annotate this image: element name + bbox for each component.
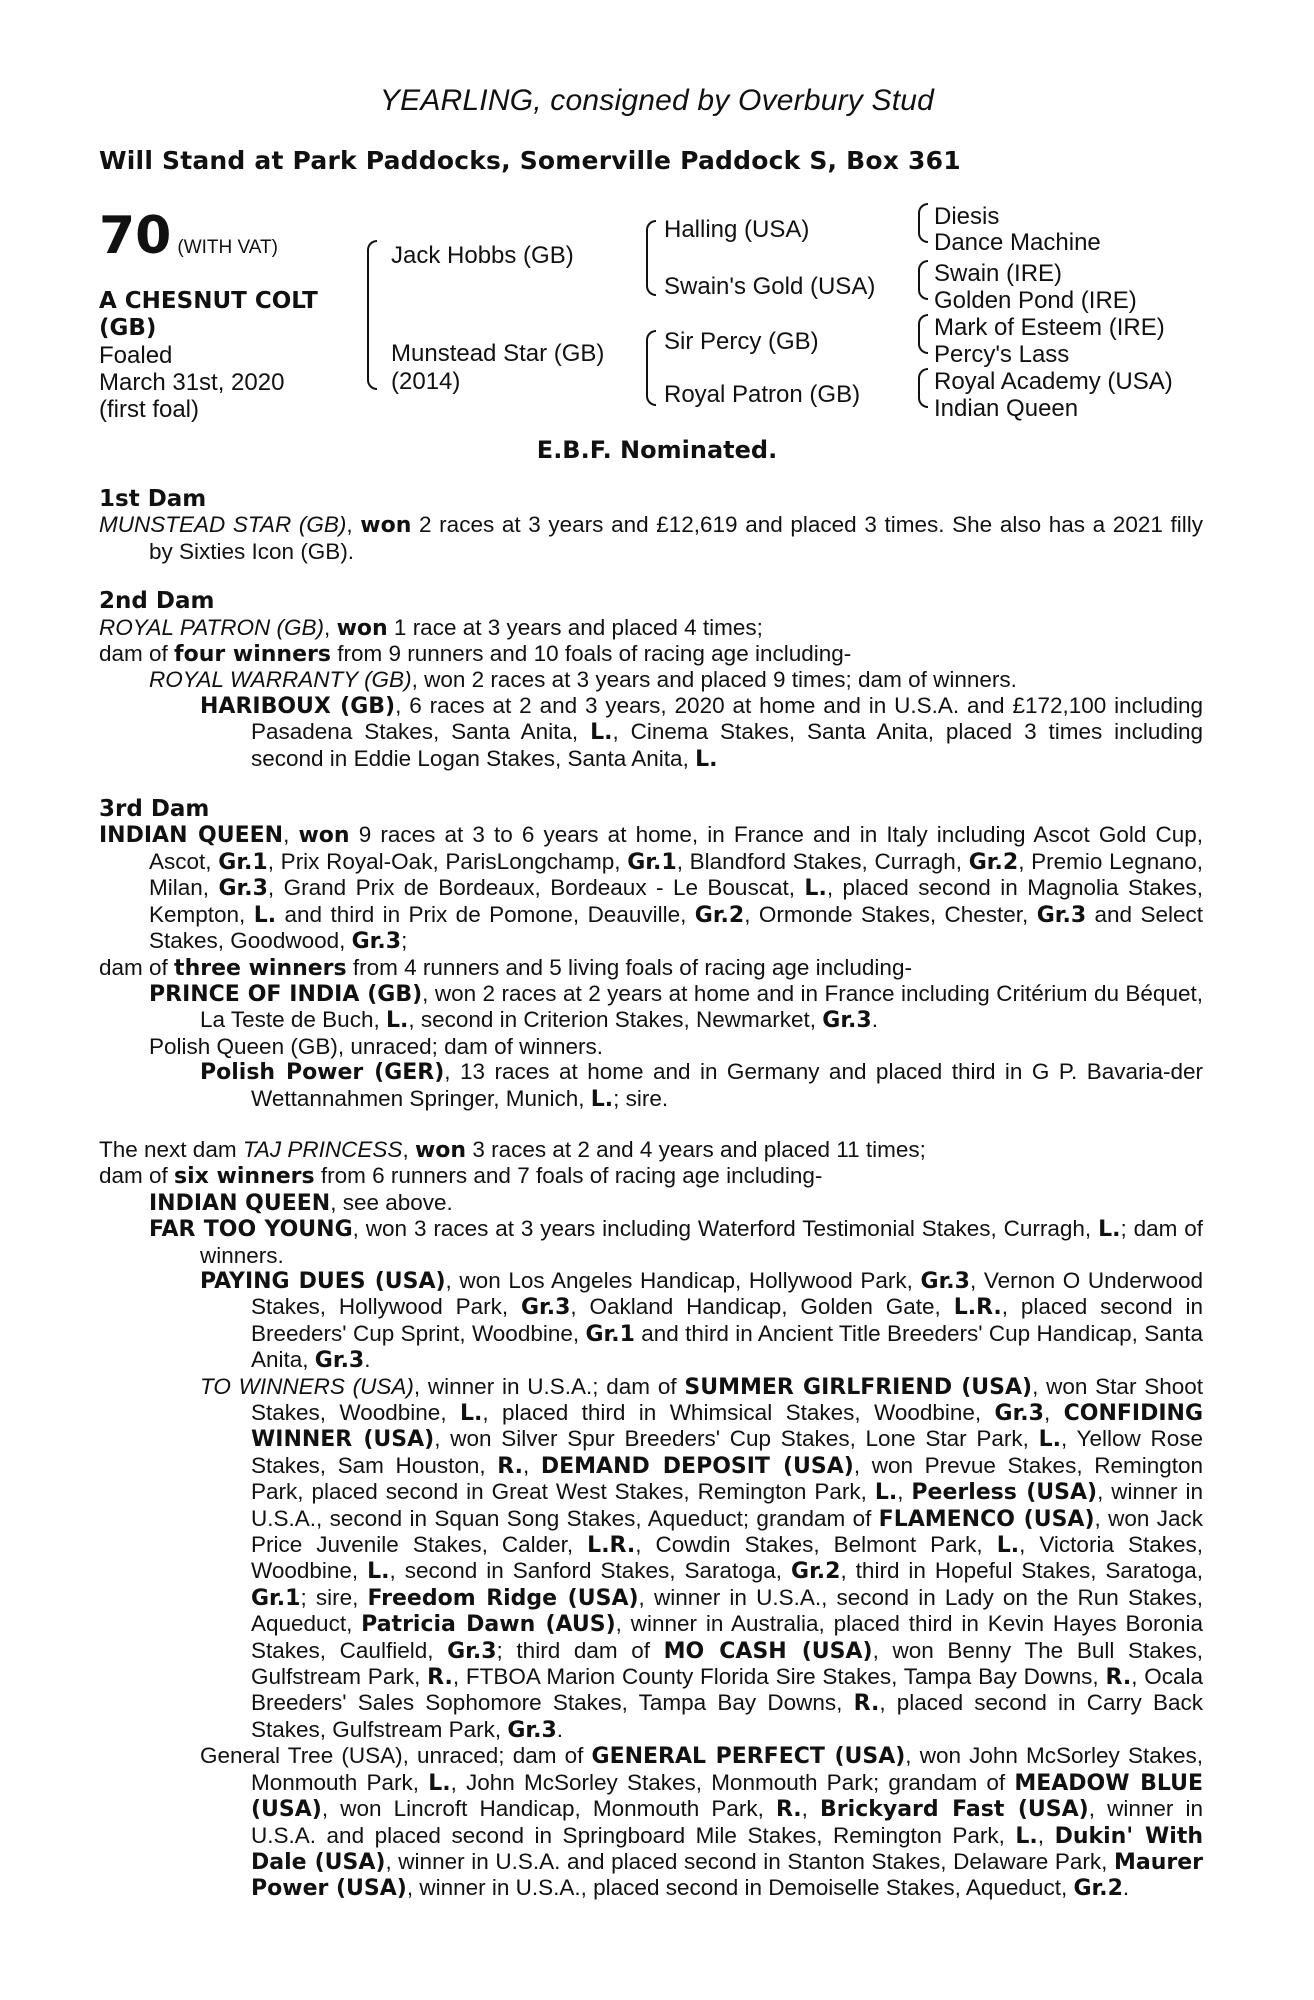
text-run: four winners xyxy=(174,642,331,668)
colt-title-line1: A CHESNUT COLT xyxy=(99,288,318,314)
text-run: L. xyxy=(367,1559,390,1585)
pedigree-dam-dam: Royal Patron (GB) xyxy=(664,381,861,408)
text-run: ; xyxy=(401,928,408,954)
pedigree-brace-g1 xyxy=(918,203,928,243)
second-dam-produce-summary xyxy=(99,641,1203,667)
text-run: Polish Power (GER) xyxy=(200,1060,445,1086)
text-run: , won Star Shoot Stakes, Woodbine, xyxy=(251,1373,1204,1425)
text-run: , second in Criterion Stakes, Newmarket, xyxy=(408,1007,823,1033)
text-run: L. xyxy=(996,1533,1020,1559)
text-run: , 13 races at home and in Germany and placed third in G P. Bavaria-der Wettannahmen Springer, Munich, xyxy=(251,1059,1203,1111)
text-run: dam of xyxy=(99,641,175,667)
pedigree-gg3: Swain (IRE) xyxy=(934,260,1063,287)
text-run: R. xyxy=(775,1797,802,1823)
text-run: Gr.1 xyxy=(251,1585,301,1611)
text-run: , won 2 races at 3 years and placed 9 times; dam of winners. xyxy=(411,667,1017,693)
text-run: , Ocala Breeders' Sales Sophomore Stakes, Tampa Bay Downs, xyxy=(251,1664,1203,1716)
ebf-nomination: E.B.F. Nominated. xyxy=(536,436,778,464)
text-run: . xyxy=(364,1347,371,1373)
text-run: won xyxy=(414,1137,467,1163)
text-run: , xyxy=(522,1452,541,1478)
text-run: , Cowdin Stakes, Belmont Park, xyxy=(635,1532,997,1558)
pedigree-brace-g3 xyxy=(918,314,928,354)
text-run: , placed second in Magnolia Stakes, Kempton, xyxy=(149,875,1203,927)
text-run: L. xyxy=(428,1770,451,1796)
text-run: , won Jack Price Juvenile Stakes, Calder, xyxy=(251,1505,1203,1558)
text-run: , xyxy=(402,1136,415,1162)
dam-name: ROYAL PATRON (GB) xyxy=(99,614,325,640)
text-run: , won Silver Spur Breeders' Cup Stakes, Lone Star Park, xyxy=(434,1426,1039,1452)
text-run: L. xyxy=(695,746,718,772)
text-run: , John McSorley Stakes, Monmouth Park; grandam of xyxy=(450,1769,1015,1795)
text-run: from 4 runners and 5 living foals of racing age including- xyxy=(346,954,912,980)
pedigree-brace-g2 xyxy=(918,260,928,300)
text-run: , Prix Royal-Oak, ParisLongchamp, xyxy=(267,848,628,874)
text-run: L. xyxy=(590,1086,614,1112)
text-run: ; dam of winners. xyxy=(200,1216,1204,1268)
text-run: Gr.2 xyxy=(791,1559,841,1585)
text-run: , winner in U.S.A. and placed second in Stanton Stakes, Delaware Park, xyxy=(385,1848,1114,1874)
text-run: , xyxy=(1043,1400,1064,1425)
text-run: , Victoria Stakes, Woodbine, xyxy=(251,1532,1203,1584)
pedigree-sire-dam: Swain's Gold (USA) xyxy=(664,273,876,300)
text-run: L. xyxy=(1015,1823,1038,1849)
catalogue-body xyxy=(99,487,1203,1902)
text-run: three winners xyxy=(174,955,347,981)
text-run: won xyxy=(298,823,350,849)
text-run: and Select Stakes, Goodwood, xyxy=(149,901,1203,954)
text-run: Gr.3 xyxy=(351,929,402,955)
text-run: Gr.1 xyxy=(585,1321,635,1347)
text-run: L. xyxy=(385,1008,409,1034)
text-run: . xyxy=(871,1007,878,1033)
pedigree-gg5: Mark of Esteem (IRE) xyxy=(934,314,1165,341)
text-run: , xyxy=(1037,1822,1055,1848)
horse-name: ROYAL WARRANTY (GB) xyxy=(149,667,412,693)
text-run: MEADOW BLUE (USA) xyxy=(251,1770,1203,1823)
text-run: MO CASH (USA) xyxy=(663,1638,873,1664)
text-run: , FTBOA Marion County Florida Sire Stakes, Tampa Bay Downs, xyxy=(452,1664,1106,1690)
pedigree-sire: Jack Hobbs (GB) xyxy=(391,242,574,269)
text-run: , second in Sanford Stakes, Saratoga, xyxy=(389,1558,792,1584)
text-run: , winner in U.S.A., placed second in Demoiselle Stakes, Aqueduct, xyxy=(406,1875,1074,1901)
text-run: Gr.1 xyxy=(218,849,268,875)
next-dam-produce-entry xyxy=(99,1374,1203,1744)
text-run: PRINCE OF INDIA (GB) xyxy=(149,981,423,1007)
text-run: Maurer Power (USA) xyxy=(251,1849,1203,1902)
pedigree-gg7: Royal Academy (USA) xyxy=(934,368,1173,395)
pedigree-brace-sire xyxy=(646,220,656,296)
text-run: , xyxy=(346,512,361,538)
second-dam-produce-entry xyxy=(99,667,1203,692)
text-run: FLAMENCO (USA) xyxy=(878,1506,1095,1532)
second-dam-heading: 2nd Dam xyxy=(99,588,215,615)
next-dam-produce-summary xyxy=(99,1163,1203,1189)
text-run: L. xyxy=(1098,1217,1121,1243)
text-run: , xyxy=(897,1479,912,1505)
text-run: L. xyxy=(1038,1427,1061,1453)
text-run: L. xyxy=(874,1480,898,1506)
text-run: Gr.3 xyxy=(920,1268,970,1294)
pedigree-gg6: Percy's Lass xyxy=(934,341,1070,368)
text-run: 9 races at 3 to 6 years at home, in France and in Italy including Ascot Gold Cup, Ascot, xyxy=(149,822,1203,874)
text-run: L. xyxy=(459,1401,483,1426)
text-run: L.R. xyxy=(953,1295,1002,1321)
text-run: , 6 races at 2 and 3 years, 2020 at home and in U.S.A. and £172,100 including Pasadena Stakes, Santa Anita, xyxy=(251,692,1203,745)
page-title: YEARLING, consigned by Overbury Stud xyxy=(379,84,935,117)
text-run: dam of xyxy=(99,954,175,980)
pedigree-brace-g4 xyxy=(918,368,928,408)
text-run: L. xyxy=(804,876,827,902)
colt-description xyxy=(99,288,359,423)
text-run: DEMAND DEPOSIT (USA) xyxy=(540,1453,854,1479)
pedigree-sire-sire: Halling (USA) xyxy=(664,216,810,243)
text-run: , third in Hopeful Stakes, Saratoga, xyxy=(840,1558,1203,1584)
first-dam-heading: 1st Dam xyxy=(99,486,207,512)
third-dam-produce-entry xyxy=(99,1059,1203,1112)
next-dam-produce-entry xyxy=(99,1216,1203,1268)
dam-name: MUNSTEAD STAR (GB) xyxy=(99,512,347,538)
text-run: L.R. xyxy=(587,1533,636,1559)
text-run: , xyxy=(324,614,337,640)
text-run: , Premio Legnano, Milan, xyxy=(149,848,1204,901)
text-run: , Vernon O Underwood Stakes, Hollywood Park, xyxy=(251,1267,1203,1320)
next-dam-produce-entry xyxy=(99,1268,1203,1374)
text-run: Gr.2 xyxy=(694,902,745,928)
text-run: Gr.1 xyxy=(627,849,677,875)
pedigree-dam-sire: Sir Percy (GB) xyxy=(664,328,819,355)
foaled-date: March 31st, 2020 xyxy=(99,369,285,396)
third-dam-produce-entry xyxy=(99,981,1203,1034)
text-run: INDIAN QUEEN xyxy=(99,823,284,849)
text-run: won xyxy=(336,615,388,641)
third-dam-paragraph xyxy=(99,822,1203,954)
text-run: Freedom Ridge (USA) xyxy=(367,1585,639,1611)
text-run: from 9 runners and 10 foals of racing age including- xyxy=(330,641,852,667)
third-dam-produce-entry xyxy=(99,1034,1203,1059)
text-run: , won Lincroft Handicap, Monmouth Park, xyxy=(321,1796,776,1822)
text-run: . xyxy=(1122,1875,1130,1901)
text-run: from 6 runners and 7 foals of racing age including- xyxy=(314,1163,823,1189)
text-run: SUMMER GIRLFRIEND (USA) xyxy=(684,1374,1033,1400)
pedigree-dam: Munstead Star (GB) xyxy=(391,340,605,367)
text-run: , won Benny The Bull Stakes, Gulfstream Park, xyxy=(251,1637,1204,1690)
text-run: TAJ PRINCESS xyxy=(242,1136,403,1162)
pedigree-gg2: Dance Machine xyxy=(934,229,1101,256)
text-run: TO WINNERS (USA) xyxy=(200,1373,414,1399)
second-dam-produce-entry xyxy=(99,693,1203,772)
text-run: , winner in U.S.A. and placed second in Springboard Mile Stakes, Remington Park, xyxy=(251,1796,1203,1848)
text-run: , won Prevue Stakes, Remington Park, placed second in Great West Stakes, Remington Park, xyxy=(251,1452,1204,1505)
text-run: ; sire, xyxy=(300,1584,368,1610)
text-run: R. xyxy=(427,1665,453,1691)
text-run: CONFIDING WINNER (USA) xyxy=(251,1401,1203,1453)
pedigree-dam-year: (2014) xyxy=(391,368,461,395)
pedigree-gg8: Indian Queen xyxy=(934,395,1079,422)
text-run: R. xyxy=(853,1691,880,1717)
pedigree-gg4: Golden Pond (IRE) xyxy=(934,287,1137,314)
text-run: Gr.2 xyxy=(1073,1876,1123,1902)
text-run: Gr.3 xyxy=(507,1717,557,1743)
lot-number-block xyxy=(99,206,278,266)
text-run: , xyxy=(283,822,299,848)
text-run: , won 2 races at 2 years at home and in France including Critérium du Béquet, La Teste de Buch, xyxy=(200,980,1203,1033)
text-run: Gr.3 xyxy=(447,1638,497,1664)
text-run: , Blandford Stakes, Curragh, xyxy=(676,848,969,874)
foal-note: (first foal) xyxy=(99,396,200,423)
text-run: and third in Prix de Pomone, Deauville, xyxy=(276,901,695,927)
third-dam-heading: 3rd Dam xyxy=(99,796,210,823)
text-run: , won Los Angeles Handicap, Hollywood Park, xyxy=(445,1267,921,1293)
text-run: 2 races at 3 years and £12,619 and placed 3 times. She also has a 2021 filly by Sixties Icon (GB). xyxy=(149,512,1203,564)
text-run: ; third dam of xyxy=(496,1637,664,1663)
text-run: L. xyxy=(253,902,277,928)
text-run: , placed second in Breeders' Cup Sprint, Woodbine, xyxy=(251,1294,1203,1346)
text-run: Gr.3 xyxy=(994,1401,1044,1426)
vat-note: (WITH VAT) xyxy=(177,237,278,258)
pedigree-brace-dam xyxy=(646,330,656,406)
text-run: , won 3 races at 3 years including Waterford Testimonial Stakes, Curragh, xyxy=(352,1216,1099,1242)
text-run: , winner in U.S.A., second in Lady on the Run Stakes, Aqueduct, xyxy=(251,1584,1203,1637)
text-run: General Tree (USA), unraced; dam of xyxy=(200,1743,592,1769)
text-run: , placed third in Whimsical Stakes, Woodbine, xyxy=(482,1400,995,1425)
text-run: PAYING DUES (USA) xyxy=(200,1268,446,1294)
text-run: Peerless (USA) xyxy=(911,1480,1098,1506)
text-run: ; sire. xyxy=(613,1085,669,1111)
next-dam-produce-entry xyxy=(99,1190,1203,1216)
text-run: , won John McSorley Stakes, Monmouth Park, xyxy=(251,1743,1203,1795)
text-run: R. xyxy=(497,1453,523,1479)
text-run: , xyxy=(801,1796,821,1822)
next-dam-paragraph xyxy=(99,1137,1203,1163)
text-run: . xyxy=(556,1716,564,1742)
first-dam-paragraph xyxy=(99,512,1203,564)
text-run: Gr.3 xyxy=(314,1348,365,1374)
text-run: , see above. xyxy=(330,1189,453,1215)
text-run: Gr.3 xyxy=(822,1008,872,1034)
pedigree-gg1: Diesis xyxy=(934,203,1000,230)
lot-number: 70 xyxy=(99,206,172,266)
text-run: , winner in U.S.A., second in Squan Song Stakes, Aqueduct; grandam of xyxy=(251,1479,1203,1531)
text-run: INDIAN QUEEN xyxy=(149,1190,331,1216)
text-run: , placed second in Carry Back Stakes, Gulfstream Park, xyxy=(251,1690,1203,1742)
text-run: , Oakland Handicap, Golden Gate, xyxy=(570,1294,954,1320)
text-run: Gr.3 xyxy=(218,876,268,902)
text-run: 1 race at 3 years and placed 4 times; xyxy=(387,614,763,640)
text-run: Gr.3 xyxy=(1036,902,1087,928)
text-run: , Yellow Rose Stakes, Sam Houston, xyxy=(251,1426,1203,1478)
text-run: Polish Queen (GB), unraced; dam of winners. xyxy=(149,1033,603,1059)
text-run: Brickyard Fast (USA) xyxy=(820,1797,1089,1823)
text-run: , winner in U.S.A.; dam of xyxy=(413,1373,685,1399)
text-run: 3 races at 2 and 4 years and placed 11 times; xyxy=(466,1136,926,1162)
text-run: FAR TOO YOUNG xyxy=(149,1217,353,1243)
text-run: won xyxy=(360,513,412,539)
text-run: Gr.3 xyxy=(520,1295,571,1321)
next-dam-produce-entry xyxy=(99,1743,1203,1901)
horse-name: HARIBOUX (GB) xyxy=(200,693,396,719)
stand-location: Will Stand at Park Paddocks, Somerville Paddock S, Box 361 xyxy=(99,146,961,175)
pedigree-brace-main xyxy=(367,240,377,390)
text-run: L. xyxy=(590,720,613,746)
second-dam-paragraph xyxy=(99,615,1203,641)
text-run: GENERAL PERFECT (USA) xyxy=(591,1744,906,1770)
text-run: The next dam xyxy=(99,1136,243,1162)
foaled-label: Foaled xyxy=(99,342,173,369)
text-run: Patricia Dawn (AUS) xyxy=(361,1612,616,1638)
text-run: and third in Ancient Title Breeders' Cup Handicap, Santa Anita, xyxy=(251,1320,1203,1373)
text-run: , Grand Prix de Bordeaux, Bordeaux - Le Bouscat, xyxy=(267,875,805,901)
colt-title-line2: (GB) xyxy=(99,315,157,341)
text-run: six winners xyxy=(174,1164,315,1190)
text-run: , Cinema Stakes, Santa Anita, placed 3 times including second in Eddie Logan Stakes, Santa Anita, xyxy=(251,719,1203,771)
text-run: Dukin' With Dale (USA) xyxy=(251,1823,1203,1875)
text-run: , winner in Australia, placed third in Kevin Hayes Boronia Stakes, Caulfield, xyxy=(251,1611,1204,1663)
text-run: , Ormonde Stakes, Chester, xyxy=(744,901,1037,927)
text-run: dam of xyxy=(99,1163,175,1189)
third-dam-produce-summary xyxy=(99,955,1203,981)
text-run: Gr.2 xyxy=(968,849,1019,875)
text-run: R. xyxy=(1105,1665,1132,1691)
